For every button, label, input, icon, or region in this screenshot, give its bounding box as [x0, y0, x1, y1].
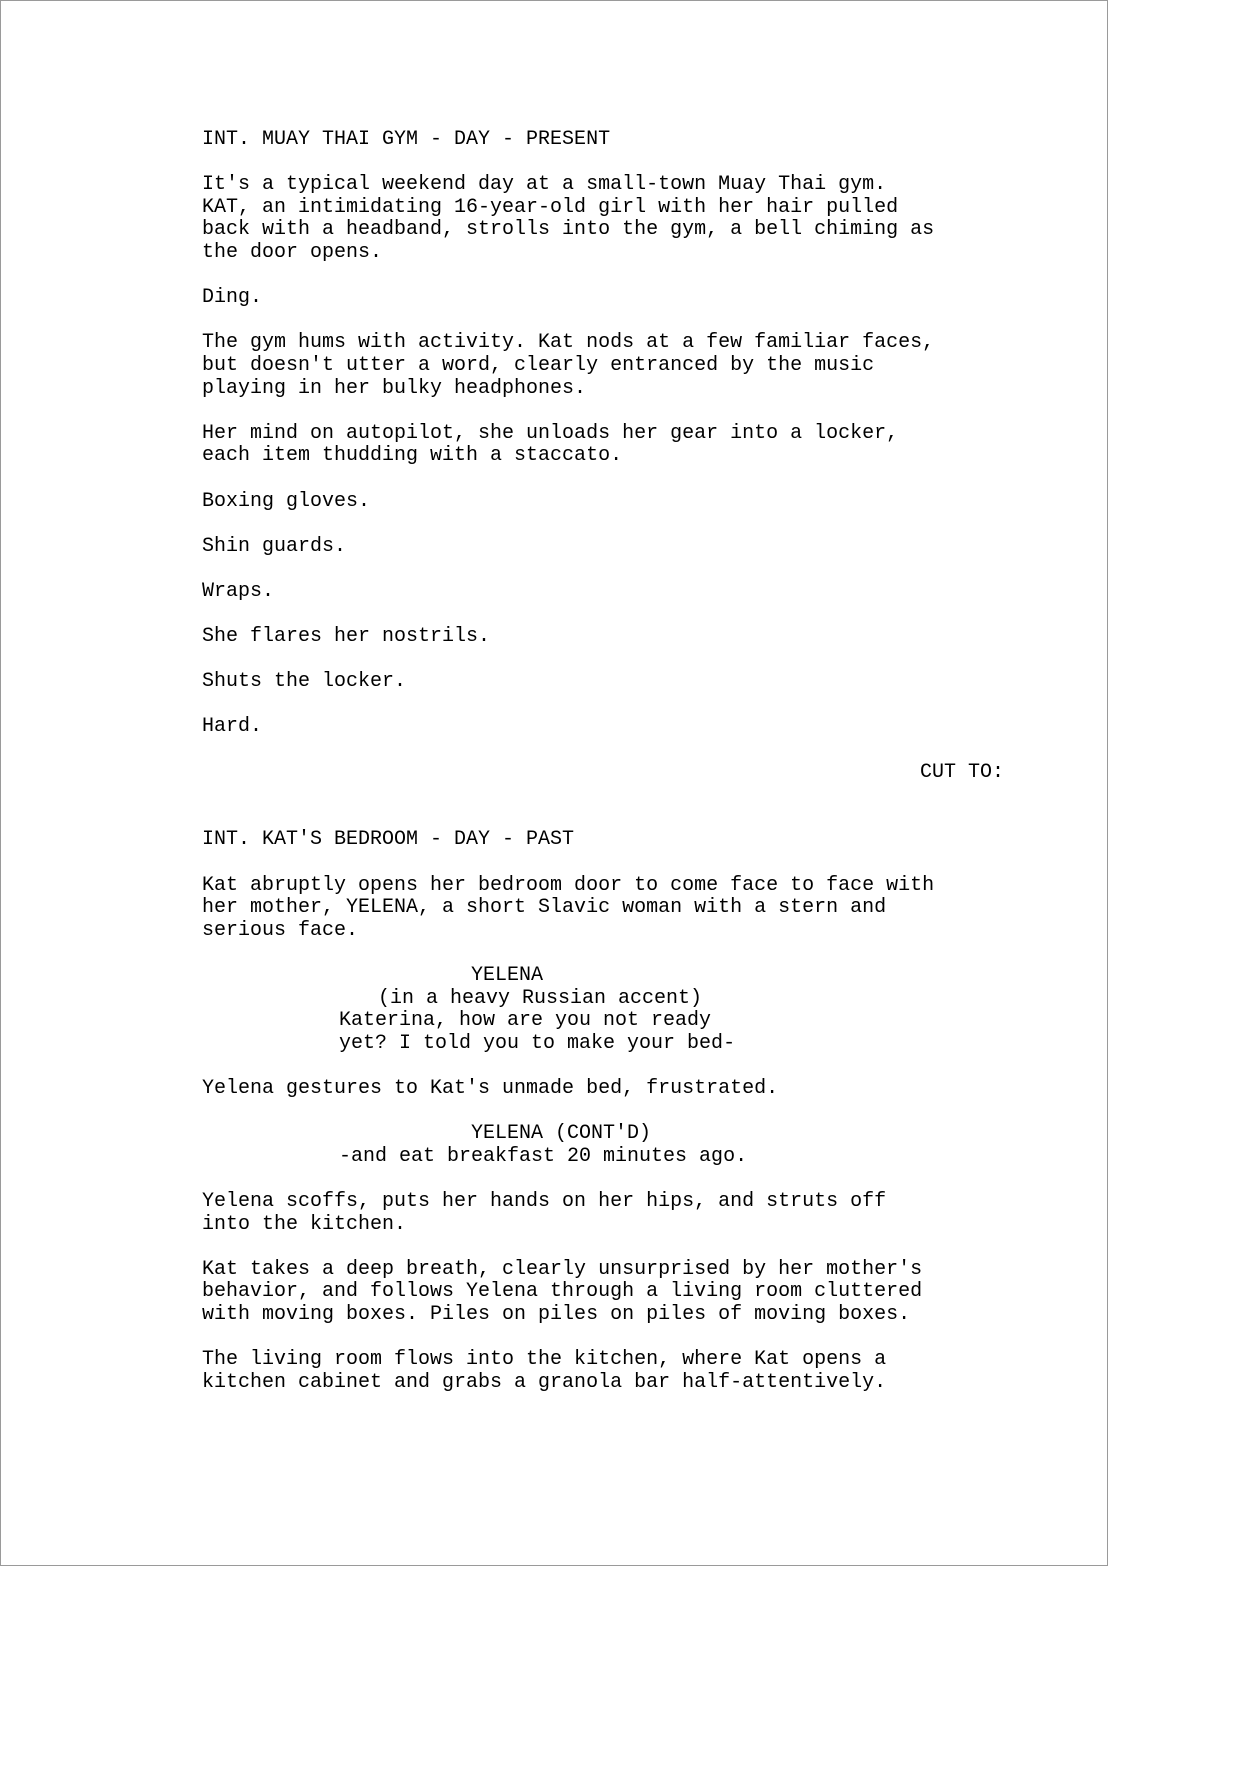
action-line: serious face.: [202, 918, 359, 942]
dialogue-line: yet? I told you to make your bed-: [339, 1031, 736, 1055]
action-line: The living room flows into the kitchen, where Kat opens a: [202, 1348, 887, 1372]
action-line: Her mind on autopilot, she unloads her gear into a locker,: [202, 421, 899, 445]
action-line: playing in her bulky headphones.: [202, 376, 587, 400]
action-line: Kat abruptly opens her bedroom door to come face to face with: [202, 873, 935, 897]
action-line: behavior, and follows Yelena through a living room cluttered: [202, 1280, 923, 1304]
action-line: Yelena gestures to Kat's unmade bed, frustrated.: [202, 1076, 779, 1100]
transition: CUT TO:: [919, 760, 1004, 784]
scene-heading: INT. MUAY THAI GYM - DAY - PRESENT: [202, 128, 611, 151]
action-line: Kat takes a deep breath, clearly unsurprised by her mother's: [202, 1257, 923, 1281]
action-line: Wraps.: [202, 579, 275, 603]
action-line: Shuts the locker.: [202, 670, 407, 694]
action-line: KAT, an intimidating 16-year-old girl with her hair pulled: [202, 195, 899, 219]
action-block: [202, 875, 1042, 943]
action-line: It's a typical weekend day at a small-town Muay Thai gym.: [202, 173, 887, 197]
dialogue-block: [202, 1123, 1042, 1168]
action-line: Boxing gloves.: [202, 489, 371, 513]
action-line: Hard.: [202, 715, 263, 739]
action-line: back with a headband, strolls into the gym, a bell chiming as: [202, 218, 935, 242]
character-name: YELENA: [471, 963, 544, 987]
action-block: [202, 423, 1042, 468]
action-block: [202, 174, 1042, 264]
action-block: [202, 1191, 1042, 1236]
dialogue-line: Katerina, how are you not ready: [339, 1009, 712, 1033]
action-line: Yelena scoffs, puts her hands on her hips, and struts off: [202, 1189, 887, 1213]
scene-heading: INT. KAT'S BEDROOM - DAY - PAST: [202, 828, 575, 852]
dialogue-line: -and eat breakfast 20 minutes ago.: [339, 1144, 748, 1168]
action-line: Shin guards.: [202, 534, 347, 558]
action-line: each item thudding with a staccato.: [202, 444, 623, 468]
action-line: the door opens.: [202, 240, 383, 264]
action-line: kitchen cabinet and grabs a granola bar half-attentively.: [202, 1370, 887, 1394]
action-block: [202, 1349, 1042, 1394]
action-line: with moving boxes. Piles on piles on piles of moving boxes.: [202, 1302, 911, 1326]
action-line: Ding.: [202, 286, 263, 310]
action-line: but doesn't utter a word, clearly entranced by the music: [202, 353, 875, 377]
action-line: into the kitchen.: [202, 1212, 407, 1236]
parenthetical: (in a heavy Russian accent): [378, 986, 703, 1010]
action-line: The gym hums with activity. Kat nods at a few familiar faces,: [202, 331, 935, 355]
dialogue-block: [202, 965, 1042, 1055]
action-block: [202, 332, 1042, 400]
action-line: She flares her nostrils.: [202, 625, 491, 649]
action-line: her mother, YELENA, a short Slavic woman with a stern and: [202, 896, 887, 920]
screenplay-body: [202, 129, 1042, 1394]
action-block: [202, 1259, 1042, 1327]
character-name: YELENA (CONT'D): [471, 1122, 652, 1146]
